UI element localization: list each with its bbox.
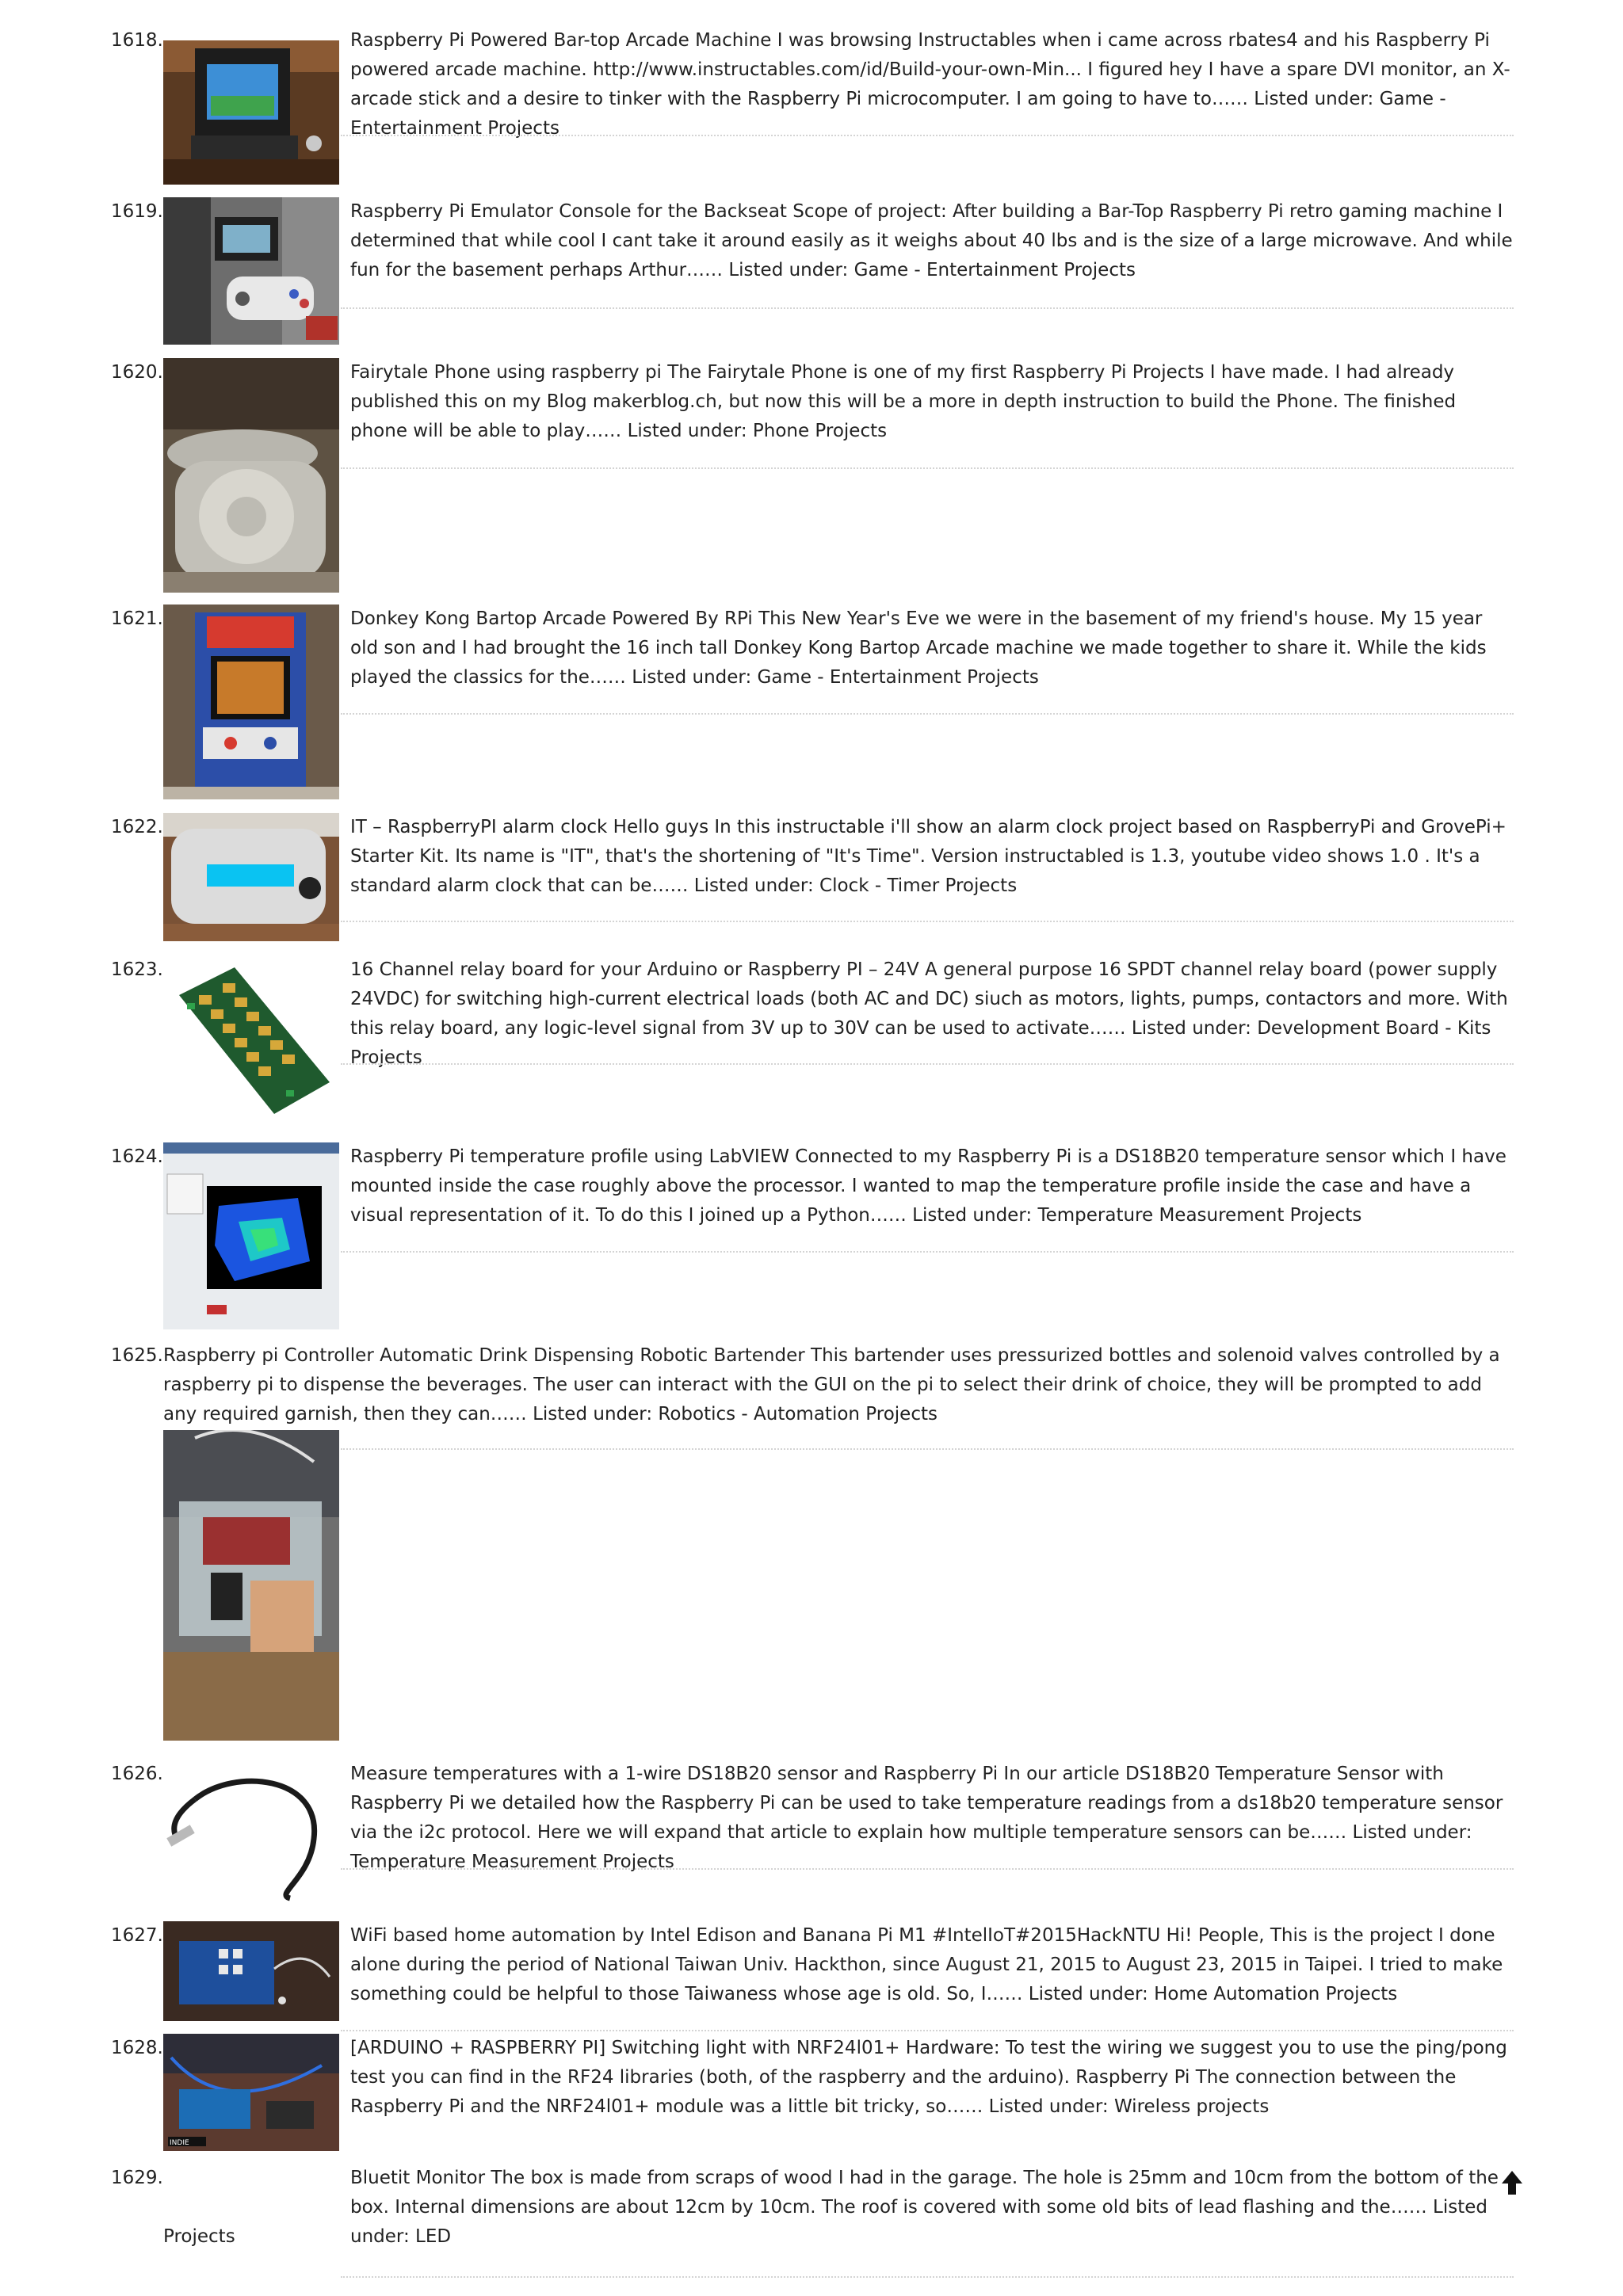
divider (341, 2030, 1514, 2031)
item-description[interactable]: IT – RaspberryPI alarm clock Hello guys In this instructable i'll show an alarm clock project based on RaspberryPi and GrovePi+ Starter Kit. Its name is "IT", that's the shortening of "It's Time". Version instructabled is 1.3, youtube video shows 1.0 . It's a standard alarm clock that can be…… Listed under: Clock - Timer Projects (350, 817, 1507, 896)
item-number: 1618. (111, 30, 163, 51)
item-description[interactable]: WiFi based home automation by Intel Edison and Banana Pi M1 #IntelIoT#2015HackNTU Hi! People, This is the project I done alone during the period of National Taiwan Univ. Hackthon, since August 21, 2015 to August 23, 2015 in Taipei. I tried to make something could be helpful to those Taiwaness whose age is old. So, I…… Listed under: Home Automation Projects (350, 1925, 1503, 2004)
item-number: 1623. (111, 959, 163, 980)
item-description[interactable]: Raspberry pi Controller Automatic Drink Dispensing Robotic Bartender This bartender uses pressurized bottles and solenoid valves controlled by a raspberry pi to dispense the beverages. The user can interact with the GUI on the pi to select their drink of choice, they will be prompted to add any required garnish, then they can…… Listed under: Robotics - Automation Projects (163, 1345, 1500, 1425)
divider (341, 1868, 1514, 1870)
divider (341, 2276, 1514, 2278)
item-number: 1629. (111, 2168, 163, 2188)
temperature-sensor-thumbnail[interactable] (163, 1760, 339, 1902)
donkey-kong-arcade-thumbnail[interactable] (163, 605, 339, 799)
divider (341, 1448, 1514, 1450)
item-description[interactable]: Bluetit Monitor The box is made from scraps of wood I had in the garage. The hole is 25mm and 10cm from the bottom of the box. Internal dimensions are about 12cm by 10cm. The roof is covered with some old bits of lead flashing and the…… Listed under: LED (350, 2168, 1499, 2247)
divider (341, 713, 1514, 715)
item-description[interactable]: Donkey Kong Bartop Arcade Powered By RPi This New Year's Eve we were in the basement of my friend's house. My 15 year old son and I had brought the 16 inch tall Donkey Kong Bartop Arcade machine we made together to share it. While the kids played the classics for the…… Listed under: Game - Entertainment Projects (350, 608, 1487, 688)
divider (341, 1251, 1514, 1253)
item-number: 1625. (111, 1345, 163, 1366)
item-description[interactable]: Measure temperatures with a 1-wire DS18B20 sensor and Raspberry Pi In our article DS18B20 Temperature Sensor with Raspberry Pi we detailed how the Raspberry Pi can be used to take temperature readings from a ds18b20 temperature sensor via the i2c protocol. Here we will expand that article to explain how multiple temperature sensors can be…… Listed under: Temperature Measurement Projects (350, 1764, 1503, 1872)
arcade-machine-thumbnail[interactable] (163, 40, 339, 185)
arrow-up-icon[interactable] (1500, 2169, 1524, 2196)
labview-screenshot-thumbnail[interactable] (163, 1142, 339, 1329)
divider (341, 307, 1514, 309)
item-number: 1619. (111, 201, 163, 222)
item-description[interactable]: 16 Channel relay board for your Arduino or Raspberry PI – 24V A general purpose 16 SPDT channel relay board (power supply 24VDC) for switching high-current electrical loads (both AC and DC) siuch as motors, lights, pumps, contactors and more. With this relay board, any logic-level signal from 3V up to 30V can be used to activate…… Listed under: Development Board - Kits Projects (350, 959, 1508, 1068)
item-number: 1627. (111, 1925, 163, 1946)
intel-edison-thumbnail[interactable] (163, 1921, 339, 2021)
item-description[interactable]: [ARDUINO + RASPBERRY PI] Switching light with NRF24l01+ Hardware: To test the wiring we suggest you to use the ping/pong test you can find in the RF24 libraries (both, of the raspberry and the arduino). Raspberry Pi The connection between the Raspberry Pi and the NRF24l01+ module was a little bit tricky, so…… Listed under: Wireless projects (350, 2038, 1507, 2117)
thumbnail-badge: INDIE (170, 2139, 189, 2147)
item-number: 1624. (111, 1146, 163, 1167)
divider (341, 467, 1514, 469)
item-description[interactable]: Raspberry Pi Powered Bar-top Arcade Machine I was browsing Instructables when i came across rbates4 and his Raspberry Pi powered arcade machine. http://www.instructables.com/id/Build-your-own-Min... I figured hey I have a spare DVI monitor, an X-arcade stick and a desire to tinker with the Raspberry Pi microcomputer. I am going to have to…… Listed under: Game - Entertainment Projects (350, 30, 1510, 139)
nrf24-wiring-thumbnail[interactable] (163, 2034, 339, 2151)
alarm-clock-thumbnail[interactable] (163, 813, 339, 941)
divider (341, 135, 1514, 136)
item-number: 1622. (111, 817, 163, 837)
item-number: 1621. (111, 608, 163, 629)
item-number: 1626. (111, 1764, 163, 1784)
backseat-console-thumbnail[interactable] (163, 197, 339, 345)
item-description[interactable]: Raspberry Pi temperature profile using LabVIEW Connected to my Raspberry Pi is a DS18B20 temperature sensor which I have mounted inside the case roughly above the processor. I wanted to map the temperature profile inside the case and have a visual representation of it. To do this I joined up a Python…… Listed under: Temperature Measurement Projects (350, 1146, 1507, 1226)
item-number: 1628. (111, 2038, 163, 2058)
item-description[interactable]: Fairytale Phone using raspberry pi The Fairytale Phone is one of my first Raspberry Pi Projects I have made. I had already published this on my Blog makerblog.ch, but now this will be a more in depth instruction to build the Phone. The finished phone will be able to play…… Listed under: Phone Projects (350, 362, 1457, 441)
item-description-tail: Projects (163, 2226, 235, 2247)
rotary-phone-thumbnail[interactable] (163, 358, 339, 593)
item-number: 1620. (111, 362, 163, 383)
robotic-bartender-thumbnail[interactable] (163, 1430, 339, 1741)
divider (341, 1063, 1514, 1065)
relay-board-thumbnail[interactable] (163, 963, 339, 1119)
divider (341, 921, 1514, 922)
item-description[interactable]: Raspberry Pi Emulator Console for the Backseat Scope of project: After building a Bar-Top Raspberry Pi retro gaming machine I determined that while cool I cant take it around easily as it weighs about 40 lbs and is the size of a large microwave. And while fun for the basement perhaps Arthur…… Listed under: Game - Entertainment Projects (350, 201, 1513, 280)
